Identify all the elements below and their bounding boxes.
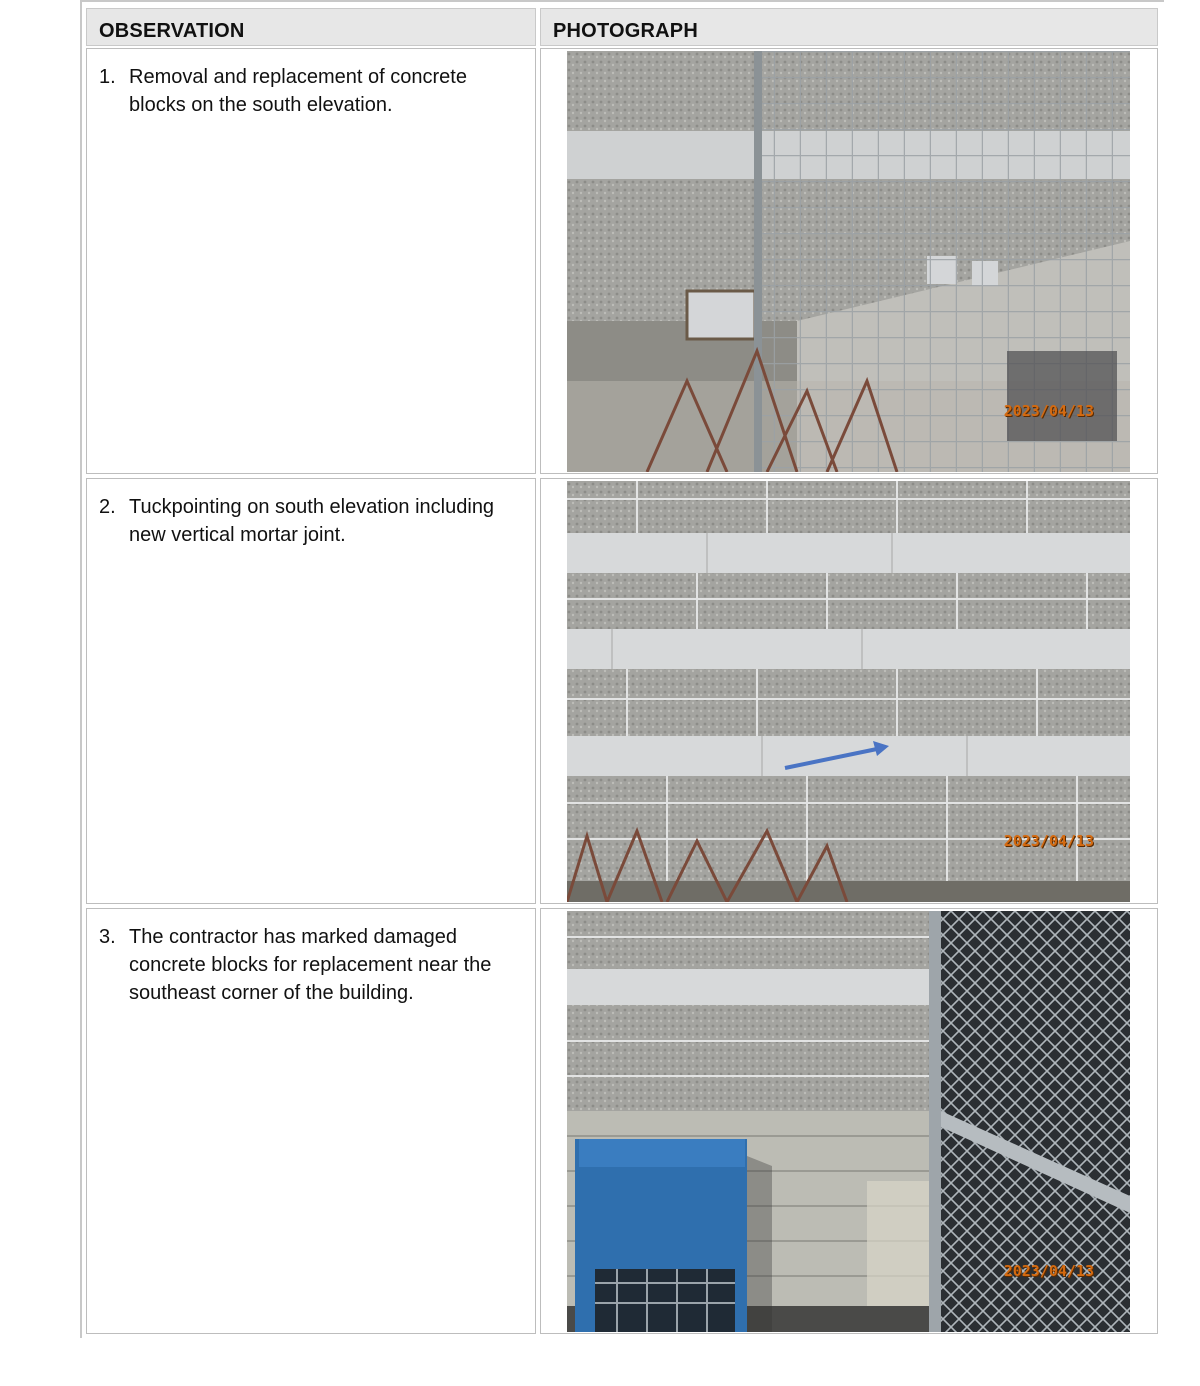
photo-cell-3 (540, 908, 1158, 1334)
photo-southeast-corner-marked-blocks (567, 911, 1130, 1332)
observation-table (80, 0, 1164, 1338)
observation-number: 1. (99, 66, 116, 88)
photograph-heading: PHOTOGRAPH (553, 20, 698, 42)
observation-heading: OBSERVATION (99, 20, 245, 42)
observation-text: Removal and replacement of concrete blocks on the south elevation. (129, 66, 467, 116)
photo-south-elevation-tuckpointing (567, 481, 1130, 902)
observation-number: 2. (99, 496, 116, 518)
header-observation (86, 8, 536, 46)
photo-date-stamp: 2023/04/13 (1003, 402, 1094, 420)
observation-cell-1 (86, 48, 536, 474)
observation-cell-2 (86, 478, 536, 904)
photo-cell-2 (540, 478, 1158, 904)
observation-text: Tuckpointing on south elevation including new vertical mortar joint. (129, 496, 495, 546)
observation-number: 3. (99, 926, 116, 948)
observation-cell-3 (86, 908, 536, 1334)
header-photograph (540, 8, 1158, 46)
observation-text: The contractor has marked damaged concrete blocks for replacement near the southeast corner of the building. (129, 926, 492, 1004)
photo-date-stamp: 2023/04/13 (1003, 1262, 1094, 1280)
photo-date-stamp: 2023/04/13 (1003, 832, 1094, 850)
photo-cell-1 (540, 48, 1158, 474)
photo-south-elevation-block-replacement (567, 51, 1130, 472)
